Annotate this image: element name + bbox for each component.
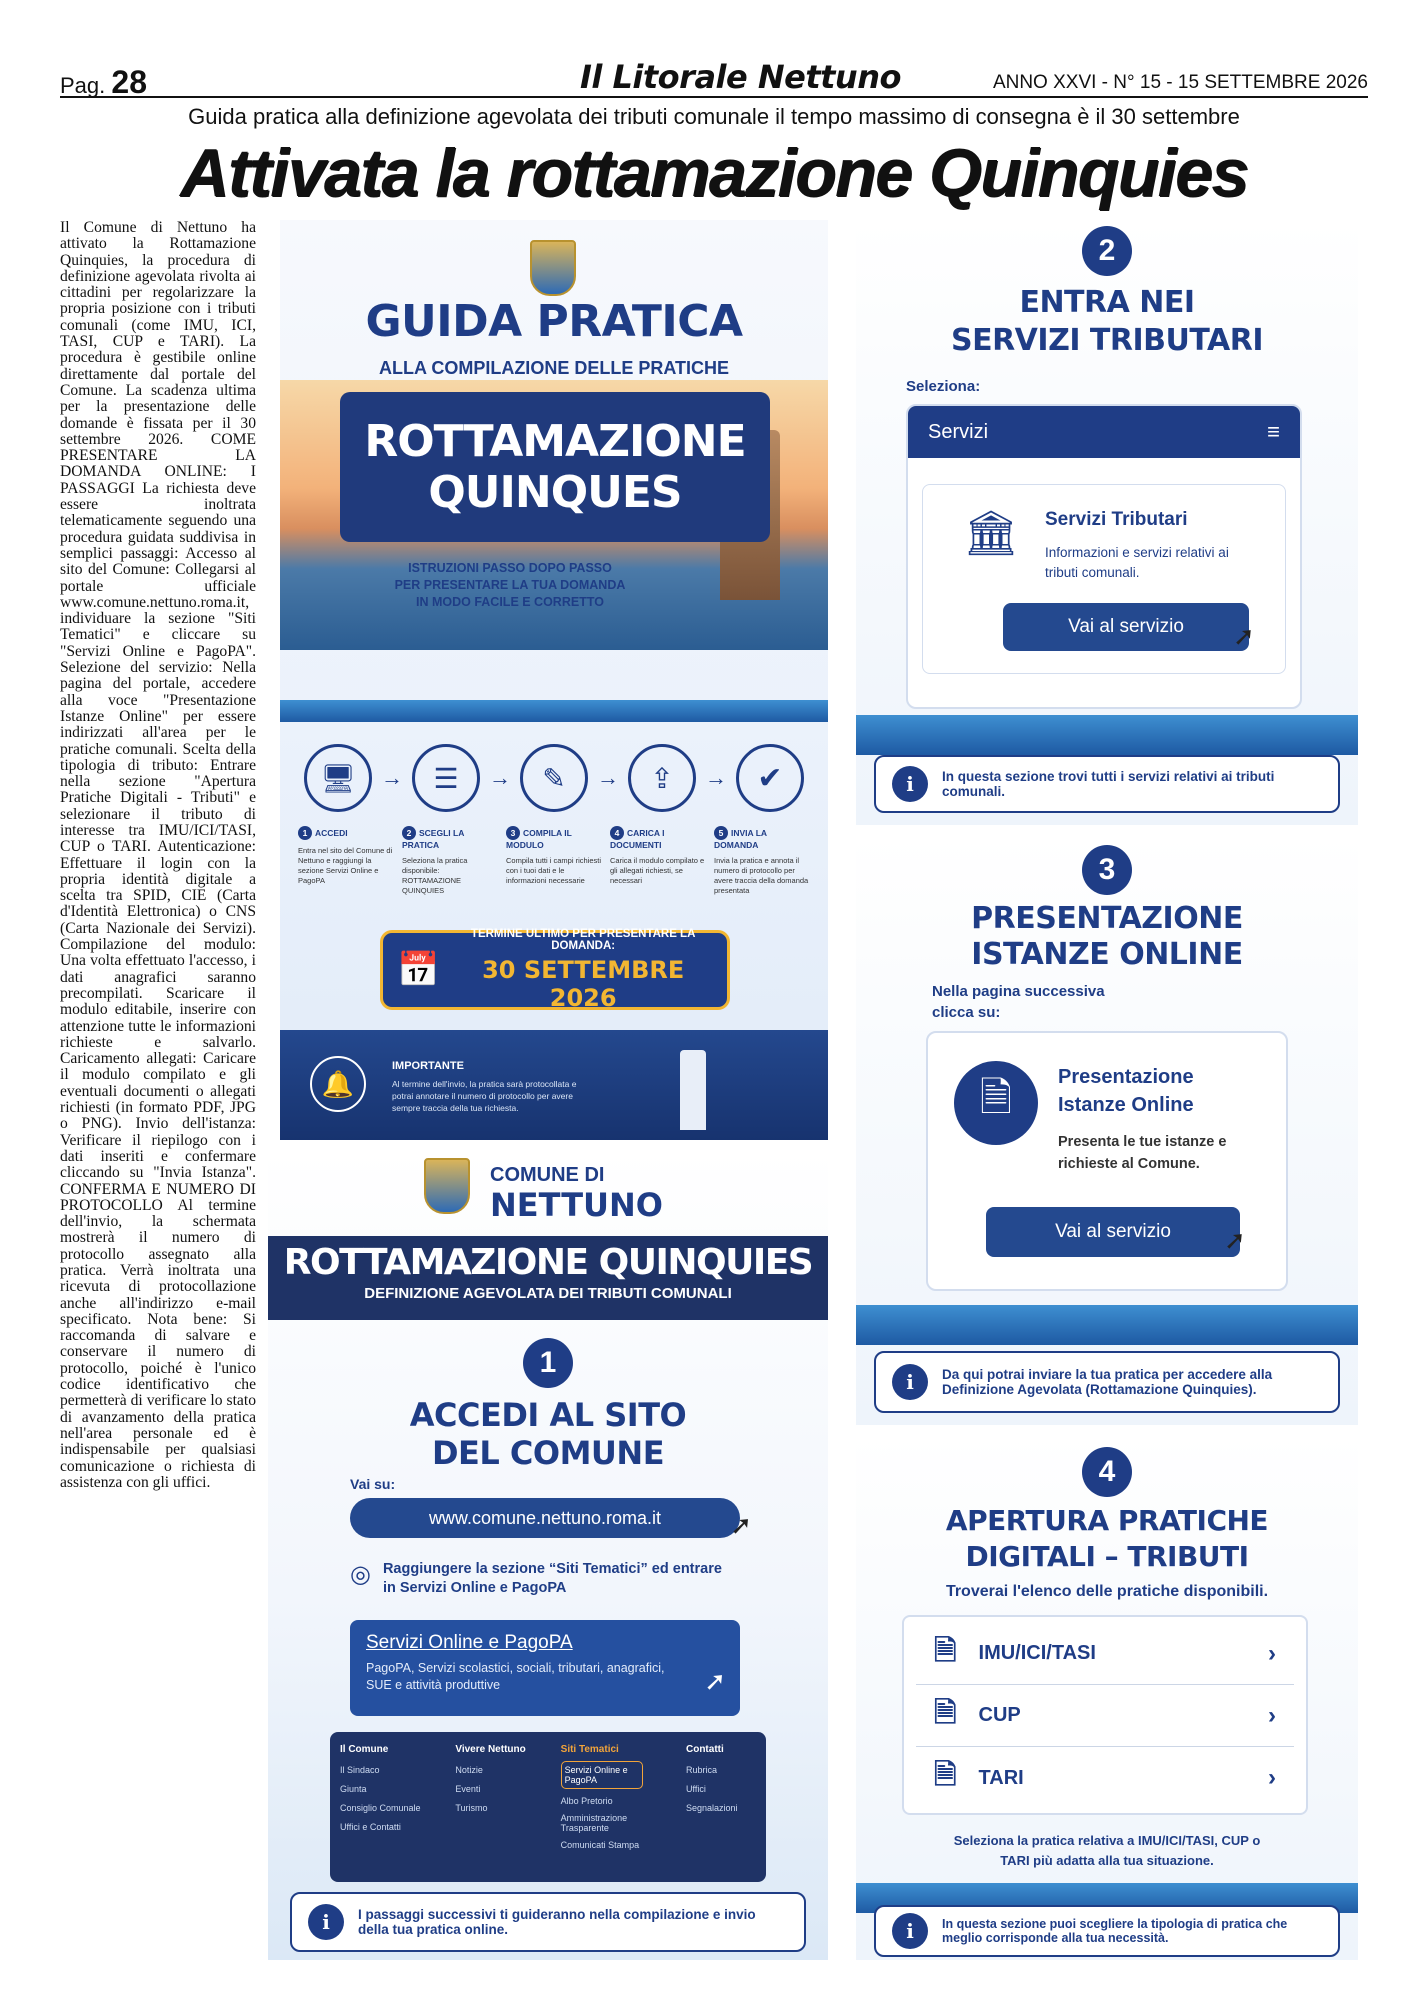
step4-title: APERTURA PRATICHE DIGITALI – TRIBUTI xyxy=(945,1504,1269,1573)
url-button[interactable] xyxy=(350,1498,752,1540)
banner-subtitle: DEFINIZIONE AGEVOLATA DEI TRIBUTI COMUNALI xyxy=(364,1285,732,1302)
arrow-icon: → xyxy=(381,765,403,790)
banner-title: ROTTAMAZIONE QUINQUIES xyxy=(283,1242,813,1283)
step-number: 3 xyxy=(1082,845,1132,895)
step-item: 3 COMPILA IL MODULO Compila tutti i campi richiesti con i tuoi dati e le informazioni necessarie xyxy=(506,828,602,885)
step-number: 4 xyxy=(1082,1447,1132,1497)
step2-info: i In questa sezione trovi tutti i servizi relativi ai tributi comunali. xyxy=(874,755,1340,813)
page-header xyxy=(60,58,1368,98)
cursor-icon: ➚ xyxy=(1233,621,1255,651)
headline: Attivata la rottamazione Quinquies xyxy=(180,135,1248,211)
checkmark-icon: ✔ xyxy=(736,744,804,812)
steps-text xyxy=(298,826,810,896)
reach-instruction: ◎ Raggiungere la sezione “Siti Tematici” ed entrare in Servizi Online e PagoPA xyxy=(350,1561,722,1596)
site-menu xyxy=(330,1732,766,1882)
document-icon: 🗎 xyxy=(934,1759,957,1790)
issue-info: ANNO XXVI - N° 15 - 15 SETTEMBRE 2026 xyxy=(992,72,1368,93)
step1-panel xyxy=(268,1150,828,1960)
step-number: 1 xyxy=(523,1338,573,1388)
info-icon: i xyxy=(892,1364,928,1400)
intro-text: Troverai l'elenco delle pratiche disponibili. xyxy=(945,1583,1269,1600)
note-text: Seleziona la pratica relativa a IMU/ICI/TASI, CUP o TARI più adatta alla tua situazione. xyxy=(953,1833,1261,1868)
info-icon: i xyxy=(308,1904,344,1940)
info-icon: i xyxy=(892,1913,928,1949)
computer-icon: 🖥 xyxy=(304,744,372,812)
banner-line-1: ROTTAMAZIONE xyxy=(364,416,746,467)
card-text: PagoPA, Servizi scolastici, sociali, tributari, anagrafici, SUE e attività produttive xyxy=(366,1661,665,1692)
document-icon: 🗎 xyxy=(954,1061,1038,1145)
arrow-icon: → xyxy=(597,765,619,790)
step-item: 4 CARICA I DOCUMENTI Carica il modulo compilato e gli allegati richiesti, se necessari xyxy=(610,828,705,885)
important-footer xyxy=(280,1030,828,1140)
cursor-icon: ➚ xyxy=(704,1666,726,1696)
deadline-label: TERMINE ULTIMO PER PRESENTARE LA DOMANDA: xyxy=(470,928,696,952)
upload-icon: ⇪ xyxy=(628,744,696,812)
info-icon: i xyxy=(892,766,928,802)
menu-col: Vivere Nettuno Notizie Eventi Turismo xyxy=(455,1744,526,1813)
menu-col: Siti Tematici Servizi Online e PagoPA Albo Pretorio Amministrazione Trasparente Comunicati Stampa xyxy=(561,1744,671,1870)
step3-title: PRESENTAZIONE ISTANZE ONLINE xyxy=(971,901,1243,972)
important-title: IMPORTANTE xyxy=(392,1060,464,1072)
guide-title: GUIDA PRATICA xyxy=(365,296,743,347)
step4-info: i In questa sezione puoi scegliere la tipologia di pratica che meglio corrisponde alla tua necessità. xyxy=(874,1905,1340,1957)
guide-banner xyxy=(340,392,770,542)
vai-al-servizio-button[interactable]: Vai al servizio xyxy=(1003,603,1249,651)
card-text: Informazioni e servizi relativi ai tributi comunali. xyxy=(1045,545,1229,580)
article-body: Il Comune di Nettuno ha attivato la Rottamazione Quinquies, la procedura di definizione agevolata rivolta ai cittadini per regolarizzare la propria posizione con i tributi comunali (come IMU, ICI, TASI, CUP e TARI). La procedura è gestibile online direttamente dal portale del Comune. La scadenza ultima per la presentazione delle domande è fissata per il 30 settembre 2026. COME PRESENTARE LA DOMANDA ONLINE: I PASSAGGI La richiesta deve essere inoltrata telematicamente seguendo una procedura guidata suddivisa in semplici passaggi: Accesso al sito del Comune: Collegarsi al portale ufficiale www.comune.nettuno.roma.it, individuare la sezione "Siti Tematici" e cliccare su "Servizi Online e PagoPA". Selezione del servizio: Nella pagina del portale, accedere alla voce "Presentazione Istanze Online" per essere indirizzati all'area per le pratiche comunali. Scelta della tipologia di tributo: Entrare nella sezione "Apertura Pratiche Digitali - Tributi" e selezionare il tributo di interesse tra IMU/ICI/TASI, CUP o TARI. Autenticazione: Effettuare il login con la propria identità digitale a scelta tra SPID, CIE (Carta d'Identità Elettronica) o CNS (Carta Nazionale dei Servizi). Compilazione del modulo: Una volta effettuato l'accesso, i dati anagrafici saranno precompilati. Scaricare il modulo editabile, inserire con attenzione tutte le informazioni richieste e salvarlo. Caricamento allegati: Caricare il modulo compilato e gli eventuali documenti o allegati richiesti (in formato PDF, JPG o PNG). Invio dell'istanza: Verificare il riepilogo con i dati inseriti e confermare cliccando su "Invia Istanza". CONFERMA E NUMERO DI PROTOCOLLO Al termine dell'invio, la schermata mostrerà il numero di protocollo assegnato alla pratica. Verrà inoltrata una ricevuta di protocollazione anche all'indirizzo e-mail specificato. Nota bene: Si raccomanda di salvare e conservare il numero di protocollo, poiché è l'unico codice identificativo che permetterà di verificare lo stato di avanzamento della pratica nell'area personale ed è indispensabile per qualsiasi comunicazione o richiesta di assistenza con gli uffici. xyxy=(60,220,256,1491)
bell-icon: 🔔 xyxy=(310,1056,366,1112)
comune-di: COMUNE DI xyxy=(490,1164,605,1186)
checklist-icon: ☰ xyxy=(412,744,480,812)
comune-name: NETTUNO xyxy=(490,1186,663,1224)
card-title: Servizi Online e PagoPA xyxy=(366,1632,573,1653)
arrow-icon: → xyxy=(705,765,727,790)
step-item: 5 INVIA LA DOMANDA Invia la pratica e annota il numero di protocollo per avere traccia della domanda presentata xyxy=(714,828,809,895)
deadline-box xyxy=(380,930,730,1010)
step2-panel xyxy=(856,220,1358,825)
step4-panel xyxy=(856,1435,1358,1960)
step3-panel xyxy=(856,835,1358,1425)
card-title: Servizi Tributari xyxy=(1045,509,1188,530)
cursor-icon: ➚ xyxy=(730,1510,752,1540)
step2-title: ENTRA NEI SERVIZI TRIBUTARI xyxy=(950,285,1263,358)
servizi-online-card[interactable] xyxy=(350,1620,740,1716)
important-text: Al termine dell'invio, la pratica sarà protocollata e potrai annotare il numero di protocollo per avere sempre traccia della tua richiesta. xyxy=(392,1079,577,1113)
page-number: Pag. 28 xyxy=(60,64,147,100)
menu-item-servizi-online[interactable]: Servizi Online e PagoPA xyxy=(561,1761,643,1789)
masthead: Il Litorale Nettuno xyxy=(580,58,901,96)
edit-form-icon: ✎ xyxy=(520,744,588,812)
card-text: Presenta le tue istanze e richieste al Comune. xyxy=(1058,1134,1227,1172)
step-item: 1 ACCEDI Entra nel sito del Comune di Nettuno e raggiungi la sezione Servizi Online e PagoPA xyxy=(298,828,393,885)
list-item[interactable]: 🗎 IMU/ICI/TASI › xyxy=(916,1623,1294,1685)
services-window xyxy=(906,404,1302,709)
banner-line-2: QUINQUES xyxy=(428,467,682,518)
wave-divider xyxy=(856,715,1358,755)
hamburger-icon[interactable]: ≡ xyxy=(1267,419,1280,444)
tributary-card[interactable] xyxy=(922,484,1286,674)
cursor-icon: ➚ xyxy=(1224,1225,1246,1255)
step3-info: i Da qui potrai inviare la tua pratica per accedere alla Definizione Agevolata (Rottamazione Quinquies). xyxy=(874,1351,1340,1413)
vai-su-label: Vai su: xyxy=(350,1476,396,1492)
bank-building-icon: 🏛 xyxy=(963,509,1019,558)
services-menu-bar[interactable]: Servizi ≡ xyxy=(908,406,1300,458)
menu-col: Contatti Rubrica Uffici Segnalazioni xyxy=(685,1744,738,1813)
vai-al-servizio-button[interactable]: Vai al servizio xyxy=(986,1207,1240,1257)
card-title: Presentazione Istanze Online xyxy=(1058,1066,1194,1116)
kicker: Guida pratica alla definizione agevolata dei tributi comunale il tempo massimo di consegna è il 30 settembre xyxy=(188,104,1240,129)
url-text: www.comune.nettuno.roma.it xyxy=(428,1507,662,1528)
list-item[interactable]: 🗎 TARI › xyxy=(916,1747,1294,1809)
step1-info: i I passaggi successivi ti guideranno nella compilazione e invio della tua pratica online. xyxy=(290,1892,806,1952)
istanze-card[interactable] xyxy=(926,1031,1288,1291)
document-icon: 🗎 xyxy=(934,1696,957,1728)
intro-text: Nella pagina successiva clicca su: xyxy=(932,983,1105,1021)
list-item[interactable]: 🗎 CUP › xyxy=(916,1685,1294,1747)
wave-divider xyxy=(856,1305,1358,1345)
coat-of-arms-icon xyxy=(530,240,576,296)
guide-poster xyxy=(280,220,828,1140)
steps-icons xyxy=(304,744,804,812)
arrow-icon: → xyxy=(489,765,511,790)
chevron-right-icon: › xyxy=(1268,1764,1276,1791)
step-item: 2 SCEGLI LA PRATICA Seleziona la pratica disponibile: ROTTAMAZIONE QUINQUIES xyxy=(402,828,468,895)
step1-title: ACCEDI AL SITO DEL COMUNE xyxy=(409,1396,687,1472)
wave-divider xyxy=(280,700,828,722)
step-number: 2 xyxy=(1082,226,1132,276)
chevron-right-icon: › xyxy=(1268,1701,1276,1729)
practice-list xyxy=(902,1615,1308,1815)
deadline-date: 30 SETTEMBRE 2026 xyxy=(482,956,685,1012)
chevron-right-icon: › xyxy=(1268,1639,1276,1667)
coat-of-arms-icon xyxy=(424,1158,470,1214)
select-label: Seleziona: xyxy=(906,378,981,395)
document-icon: 🗎 xyxy=(934,1634,957,1666)
lighthouse-illustration xyxy=(680,1050,706,1130)
guide-subtitle: ALLA COMPILAZIONE DELLE PRATICHE xyxy=(379,358,729,378)
target-icon: ◎ xyxy=(350,1561,371,1588)
menu-col: Il Comune Il Sindaco Giunta Consiglio Comunale Uffici e Contatti xyxy=(340,1744,421,1832)
calendar-icon: 📅 xyxy=(397,951,440,989)
instructions: ISTRUZIONI PASSO DOPO PASSO PER PRESENTARE LA TUA DOMANDA IN MODO FACILE E CORRETTO xyxy=(394,561,626,609)
step1-banner xyxy=(268,1236,828,1320)
